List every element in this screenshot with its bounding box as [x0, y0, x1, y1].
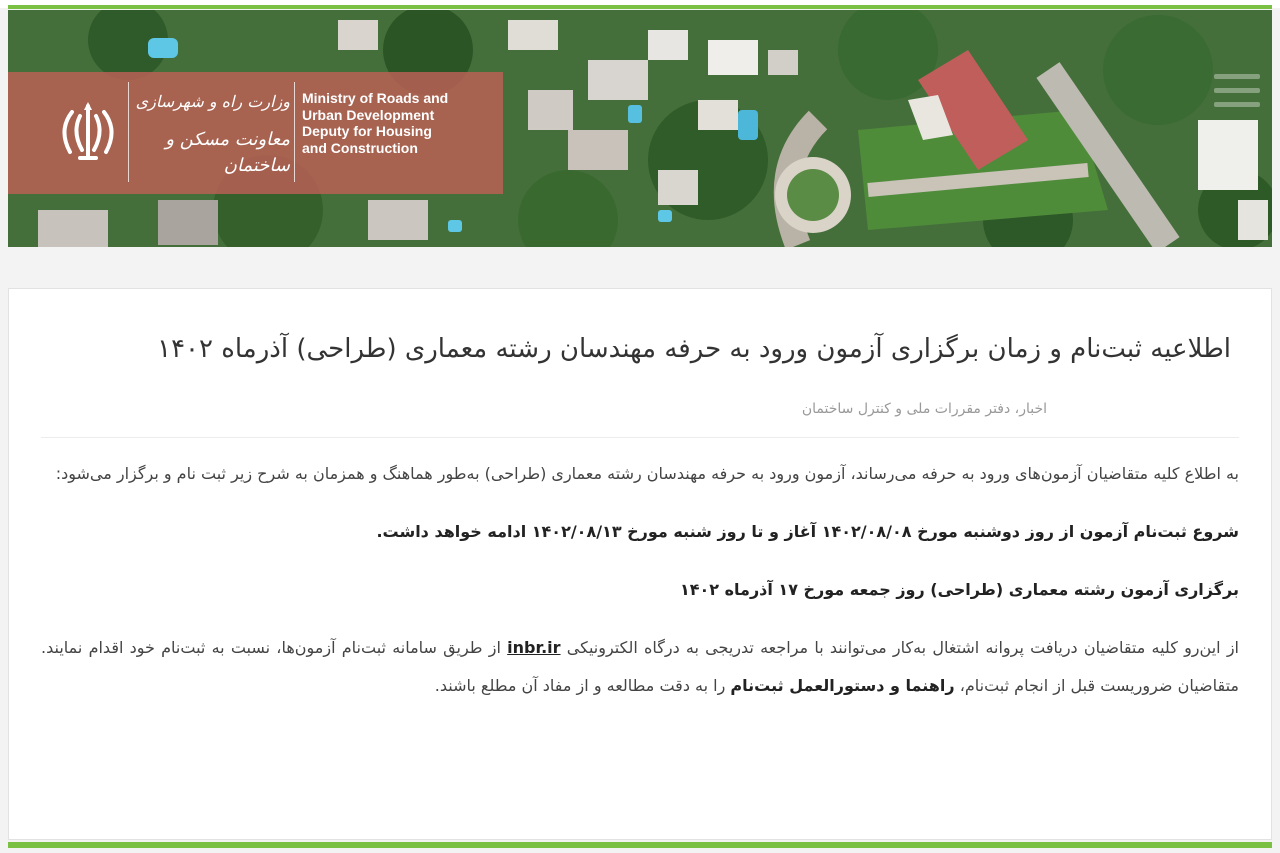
hamburger-menu-icon[interactable] — [1214, 74, 1260, 108]
article-categories: اخبار، دفتر مقررات ملی و کنترل ساختمان — [801, 401, 1047, 417]
closing-text-2: از طریق سامانه ثبت‌نام آزمون‌ها، نسبت به ثبت‌نام خود اقدام نمایند. متقاضیان ضروریست قبل از انجام ثبت‌نام، — [41, 638, 1239, 695]
logo-english-line-2: Urban Development — [302, 106, 435, 123]
ministry-logo-box[interactable] — [8, 72, 503, 194]
logo-persian-name — [134, 90, 290, 179]
exam-date-paragraph: برگزاری آزمون رشته معماری (طراحی) روز جمعه مورخ ۱۷ آذرماه ۱۴۰۲ — [679, 580, 1239, 599]
title-divider — [41, 437, 1239, 438]
logo-english-line-4: and Construction — [302, 139, 418, 156]
article-card — [8, 288, 1272, 840]
top-accent-bar — [0, 0, 1280, 8]
category-link-office[interactable]: دفتر مقررات ملی و کنترل ساختمان — [801, 401, 1011, 417]
logo-english-line-1: Ministry of Roads and — [302, 90, 449, 106]
closing-text-3: را به دقت مطالعه و از مفاد آن مطلع باشند. — [434, 676, 726, 695]
logo-english-line-3: Deputy for Housing — [302, 123, 432, 139]
portal-link[interactable]: inbr.ir — [507, 638, 561, 657]
closing-paragraph — [41, 629, 1239, 705]
guide-link[interactable]: راهنما و دستورالعمل ثبت‌نام — [730, 676, 955, 695]
article-body — [41, 455, 1239, 705]
logo-english-name — [302, 90, 448, 156]
bottom-accent-bar — [8, 842, 1272, 848]
closing-text-1: از این‌رو کلیه متقاضیان دریافت پروانه اشتغال به‌کار می‌توانند با مراجعه تدریجی به درگاه الکترونیکی — [566, 638, 1239, 657]
logo-divider — [294, 82, 295, 182]
article-title: اطلاعیه ثبت‌نام و زمان برگزاری آزمون ورود به حرفه مهندسان رشته معماری (طراحی) آذرماه ۱۴۰۲ — [157, 334, 1231, 364]
header-banner — [8, 10, 1272, 247]
category-link-news[interactable]: اخبار — [1019, 401, 1047, 417]
logo-divider — [128, 82, 129, 182]
registration-paragraph: شروع ثبت‌نام آزمون از روز دوشنبه مورخ ۱۴۰۲/۰۸/۰۸ آغاز و تا روز شنبه مورخ ۱۴۰۲/۰۸/۱۳ ادامه خواهد داشت. — [376, 522, 1239, 541]
logo-persian-line-1: وزارت راه و شهرسازی — [135, 92, 290, 111]
iran-emblem-icon — [52, 100, 124, 166]
logo-persian-line-2: معاونت مسکن و ساختمان — [165, 129, 290, 177]
intro-paragraph: به اطلاع کلیه متقاضیان آزمون‌های ورود به حرفه می‌رساند، آزمون ورود به حرفه مهندسان رشته معماری (طراحی) به‌طور هماهنگ و همزمان به شرح زیر ثبت نام و برگزار می‌شود: — [55, 464, 1239, 483]
